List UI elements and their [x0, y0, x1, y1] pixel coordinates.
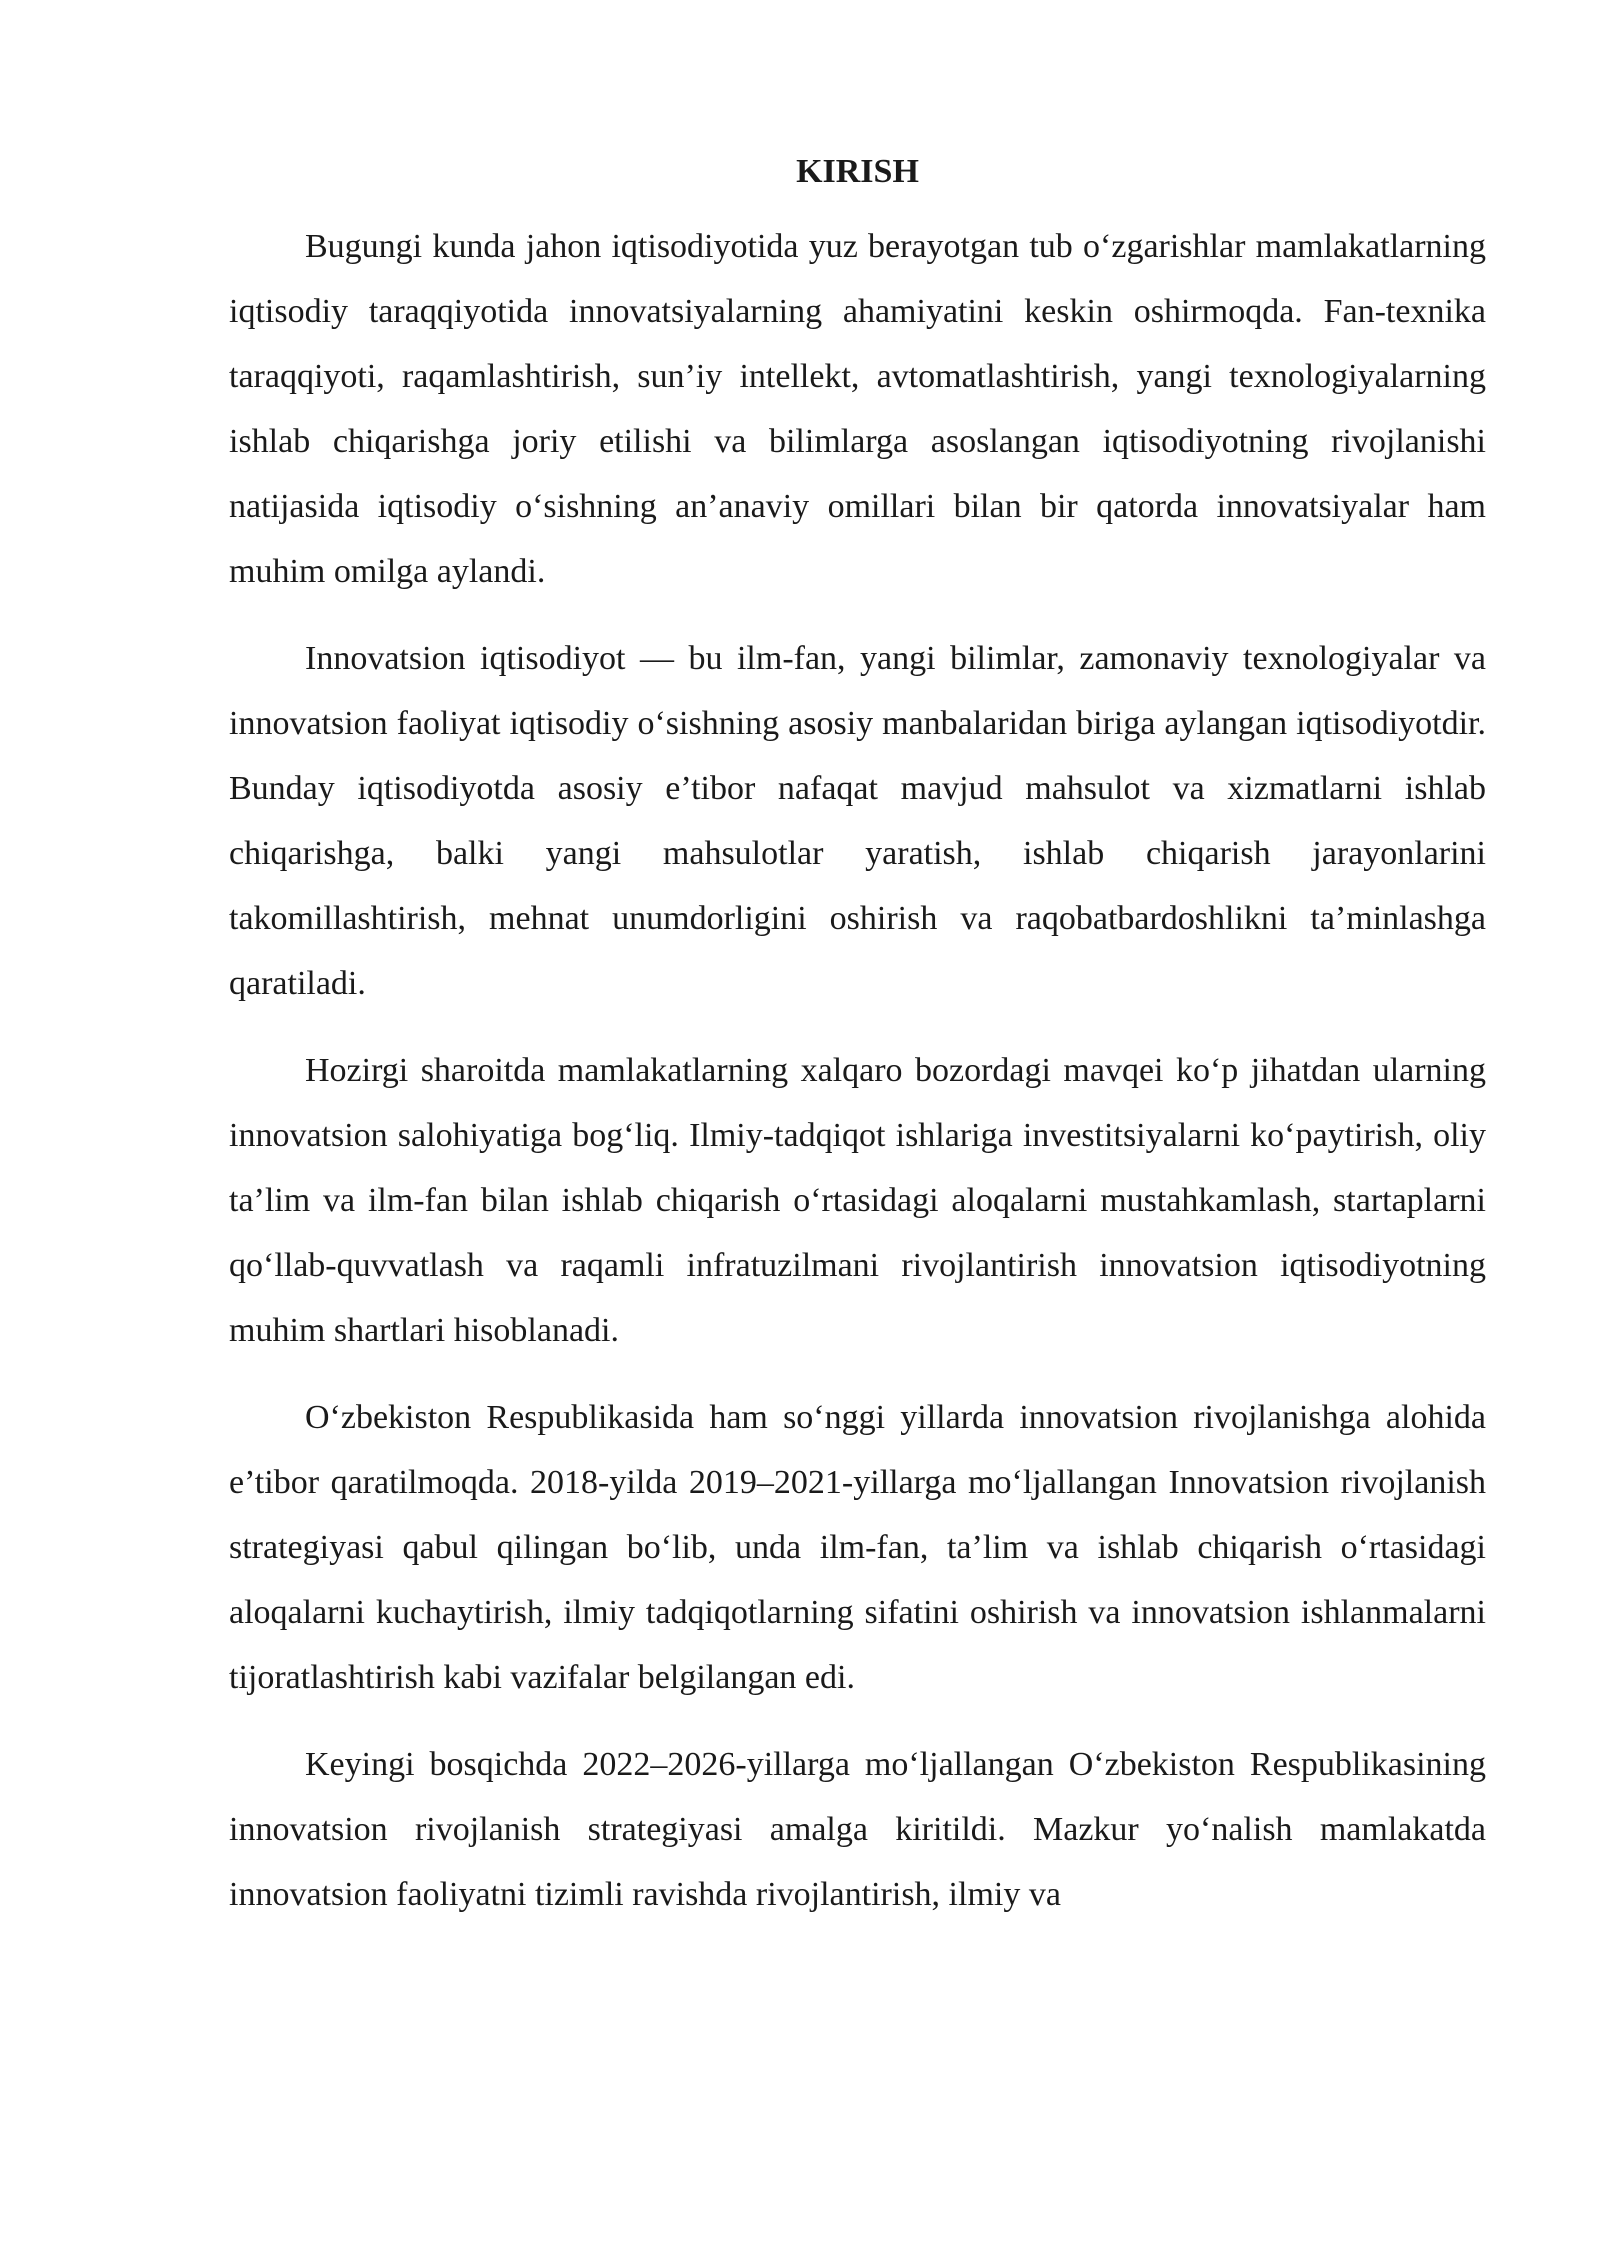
paragraph-4: O‘zbekiston Respublikasida ham so‘nggi yillarda innovatsion rivojlanishga alohida e’tibor qaratilmoqda. 2018-yilda 2019–2021-yillarga mo‘ljallangan Innovatsion rivojlanish strategiyasi qabul qilingan bo‘lib, unda ilm-fan, ta’lim va ishlab chiqarish o‘rtasidagi aloqalarni kuchaytirish, ilmiy tadqiqotlarning sifatini oshirish va innovatsion ishlanmalarni tijoratlashtirish kabi vazifalar belgilangan edi.: [229, 1399, 1486, 1696]
paragraph-2: Innovatsion iqtisodiyot — bu ilm-fan, yangi bilimlar, zamonaviy texnologiyalar va innovatsion faoliyat iqtisodiy o‘sishning asosiy manbalaridan biriga aylangan iqtisodiyotdir. Bunday iqtisodiyotda asosiy e’tibor nafaqat mavjud mahsulot va xizmatlarni ishlab chiqarishga, balki yangi mahsulotlar yaratish, ishlab chiqarish jarayonlarini takomillashtirish, mehnat unumdorligini oshirish va raqobatbardoshlikni ta’minlashga qaratiladi.: [229, 640, 1486, 1002]
paragraph-5: Keyingi bosqichda 2022–2026-yillarga mo‘ljallangan O‘zbekiston Respublikasining innovatsion rivojlanish strategiyasi amalga kiritildi. Mazkur yo‘nalish mamlakatda innovatsion faoliyatni tizimli ravishda rivojlantirish, ilmiy va: [229, 1746, 1486, 1913]
document-body: [229, 150, 1486, 1949]
paragraph-1: Bugungi kunda jahon iqtisodiyotida yuz berayotgan tub o‘zgarishlar mamlakatlarning iqtisodiy taraqqiyotida innovatsiyalarning ahamiyatini keskin oshirmoqda. Fan-texnika taraqqiyoti, raqamlashtirish, sun’iy intellekt, avtomatlashtirish, yangi texnologiyalarning ishlab chiqarishga joriy etilishi va bilimlarga asoslangan iqtisodiyotning rivojlanishi natijasida iqtisodiy o‘sishning an’anaviy omillari bilan bir qatorda innovatsiyalar ham muhim omilga aylandi.: [229, 228, 1486, 590]
paragraph-3: Hozirgi sharoitda mamlakatlarning xalqaro bozordagi mavqei ko‘p jihatdan ularning innovatsion salohiyatiga bog‘liq. Ilmiy-tadqiqot ishlariga investitsiyalarni ko‘paytirish, oliy ta’lim va ilm-fan bilan ishlab chiqarish o‘rtasidagi aloqalarni mustahkamlash, startaplarni qo‘llab-quvvatlash va raqamli infratuzilmani rivojlantirish innovatsion iqtisodiyotning muhim shartlari hisoblanadi.: [229, 1052, 1486, 1349]
page-title: KIRISH: [796, 153, 919, 190]
